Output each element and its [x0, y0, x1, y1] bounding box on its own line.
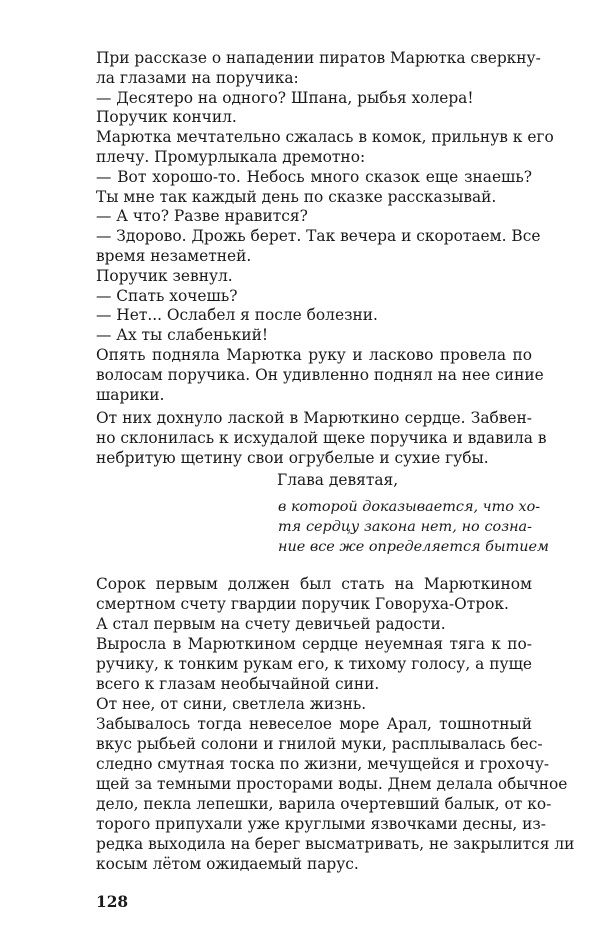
- text-line: редка выходила на берег высматривать, не закрылится ли: [96, 835, 575, 853]
- text-line: щей за темными просторами воды. Днем делала обычное: [96, 775, 568, 793]
- chapter-epigraph-line: тя сердцу закона нет, но созна-: [278, 519, 532, 535]
- text-line: — Ах ты слабенький!: [96, 326, 269, 344]
- text-line: вкус рыбьей солони и гнилой муки, расплывалась бес-: [96, 735, 543, 753]
- text-line: Ты мне так каждый день по сказке рассказывай.: [96, 188, 497, 206]
- text-line: время незаметней.: [96, 247, 252, 265]
- text-line: волосам поручика. Он удивленно поднял на нее синие: [96, 366, 544, 384]
- text-line: От них дохнуло лаской в Марюткино сердце. Забвен-: [96, 409, 532, 427]
- chapter-title: Глава девятая,: [277, 471, 399, 489]
- text-line: Поручик кончил.: [96, 108, 237, 126]
- text-line: шарики.: [96, 386, 165, 404]
- text-line: — Нет... Ослабел я после болезни.: [96, 306, 378, 324]
- text-line: всего к глазам необычайной сини.: [96, 675, 380, 693]
- text-line: — Спать хочешь?: [96, 287, 238, 305]
- text-line: А стал первым на счету девичьей радости.: [96, 615, 446, 633]
- text-line: плечу. Промурлыкала дремотно:: [96, 148, 366, 166]
- text-line: Забывалось тогда невеселое море Арал, тошнотный: [96, 715, 532, 733]
- text-line: косым лётом ожидаемый парус.: [96, 855, 359, 873]
- text-line: ручику, к тонким рукам его, к тихому голосу, а пуще: [96, 655, 532, 673]
- text-line: дело, пекла лепешки, варила очертевший балык, от ко-: [96, 795, 552, 813]
- text-line: Сорок первым должен был стать на Марюткином: [96, 575, 532, 593]
- text-line: — Вот хорошо-то. Небось много сказок еще знаешь?: [96, 168, 532, 186]
- text-line: ла глазами на поручика:: [96, 69, 299, 87]
- text-line: небритую щетину свои огрубелые и сухие губы.: [96, 449, 489, 467]
- text-line: От нее, от сини, светлела жизнь.: [96, 695, 367, 713]
- page-number: 128: [96, 893, 129, 911]
- text-line: — А что? Разве нравится?: [96, 207, 308, 225]
- text-line: но склонилась к исхудалой щеке поручика и вдавила в: [96, 429, 547, 447]
- text-line: Выросла в Марюткином сердце неуемная тяга к по-: [96, 635, 532, 653]
- text-line: торого припухали уже круглыми язвочками десны, из-: [96, 815, 547, 833]
- text-line: Марютка мечтательно сжалась в комок, прильнув к его: [96, 128, 554, 146]
- text-line: следно смутная тоска по жизни, мечущейся и грохочу-: [96, 755, 550, 773]
- text-line: смертном счету гвардии поручик Говоруха-Отрок.: [96, 595, 509, 613]
- text-line: Поручик зевнул.: [96, 267, 233, 285]
- chapter-epigraph-line: в которой доказывается, что хо-: [278, 499, 541, 515]
- text-line: — Здорово. Дрожь берет. Так вечера и скоротаем. Все: [96, 227, 541, 245]
- chapter-epigraph-line: ние все же определяется бытием: [278, 539, 549, 555]
- text-line: При рассказе о нападении пиратов Марютка сверкну-: [96, 49, 541, 67]
- text-line: — Десятеро на одного? Шпана, рыбья холера!: [96, 89, 474, 107]
- text-line: Опять подняла Марютка руку и ласково провела по: [96, 346, 532, 364]
